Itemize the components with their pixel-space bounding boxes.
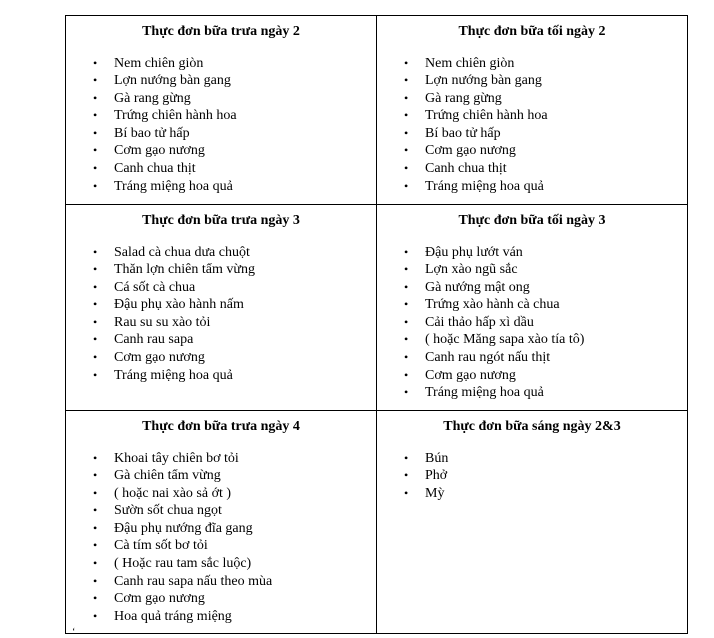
menu-item xyxy=(377,279,687,297)
menu-item-list xyxy=(66,450,376,626)
menu-item xyxy=(377,244,687,262)
menu-item xyxy=(66,261,376,279)
menu-item-label: Tráng miệng hoa quả xyxy=(114,178,233,194)
bullet-icon: • xyxy=(93,314,98,329)
bullet-icon: • xyxy=(93,178,98,193)
bullet-icon: • xyxy=(404,367,409,382)
menu-item-label: Bí bao tử hấp xyxy=(425,125,501,141)
menu-item xyxy=(66,573,376,591)
menu-item xyxy=(377,261,687,279)
bullet-icon: • xyxy=(93,520,98,535)
menu-item-label: Sườn sốt chua ngọt xyxy=(114,503,222,519)
menu-item xyxy=(66,485,376,503)
menu-title: Thực đơn bữa sáng ngày 2&3 xyxy=(443,419,621,434)
bullet-icon: • xyxy=(93,538,98,553)
bullet-icon: • xyxy=(404,125,409,140)
menu-item xyxy=(66,314,376,332)
bullet-icon: • xyxy=(93,297,98,312)
menu-item xyxy=(377,178,687,196)
menu-item-label: Cơm gạo nương xyxy=(114,350,205,366)
bullet-icon: • xyxy=(404,244,409,259)
menu-item xyxy=(66,107,376,125)
menu-item-label: Gà rang gừng xyxy=(114,90,191,106)
menu-title: Thực đơn bữa trưa ngày 4 xyxy=(142,419,300,434)
bullet-icon: • xyxy=(404,485,409,500)
bullet-icon: • xyxy=(404,262,409,277)
menu-item xyxy=(377,331,687,349)
menu-item-label: Gà nướng mật ong xyxy=(425,279,530,295)
menu-item-label: Phở xyxy=(425,468,448,484)
menu-item xyxy=(66,467,376,485)
bullet-icon: • xyxy=(404,279,409,294)
menu-cell-lunch-day-2 xyxy=(66,16,377,205)
menu-cell-lunch-day-3 xyxy=(66,205,377,411)
menu-cell-breakfast-day-2-3 xyxy=(377,411,688,634)
menu-item xyxy=(66,502,376,520)
menu-item-label: Cơm gạo nương xyxy=(425,143,516,159)
bullet-icon: • xyxy=(93,55,98,70)
bullet-icon: • xyxy=(93,143,98,158)
menu-item xyxy=(377,90,687,108)
menu-item-label: Đậu phụ lướt ván xyxy=(425,244,523,260)
menu-item-label: Trứng chiên hành hoa xyxy=(114,108,237,124)
bullet-icon: • xyxy=(404,178,409,193)
menu-title: Thực đơn bữa trưa ngày 3 xyxy=(142,213,300,228)
menu-item xyxy=(66,142,376,160)
bullet-icon: • xyxy=(93,367,98,382)
menu-title: Thực đơn bữa trưa ngày 2 xyxy=(142,24,300,39)
menu-item-label: Cá sốt cà chua xyxy=(114,279,196,295)
menu-item xyxy=(66,178,376,196)
menu-title: Thực đơn bữa tối ngày 2 xyxy=(458,24,606,39)
menu-item xyxy=(377,142,687,160)
menu-item xyxy=(377,296,687,314)
bullet-icon: • xyxy=(404,90,409,105)
menu-item-list xyxy=(66,55,376,196)
menu-item-label: Lợn nướng bàn gang xyxy=(114,73,231,89)
menu-item xyxy=(377,160,687,178)
menu-item xyxy=(377,467,687,485)
bullet-icon: • xyxy=(404,350,409,365)
menu-item-label: Cơm gạo nương xyxy=(114,591,205,607)
menu-item xyxy=(66,72,376,90)
menu-item xyxy=(66,537,376,555)
menu-item xyxy=(377,450,687,468)
menu-item-label: Tráng miệng hoa quả xyxy=(425,385,544,401)
menu-item xyxy=(377,314,687,332)
bullet-icon: • xyxy=(404,314,409,329)
menu-item-label: Cơm gạo nương xyxy=(114,143,205,159)
menu-item-label: Cơm gạo nương xyxy=(425,367,516,383)
menu-item-label: Canh rau sapa xyxy=(114,332,194,348)
menu-cell-lunch-day-4 xyxy=(66,411,377,634)
menu-item-label: Canh chua thịt xyxy=(425,161,507,177)
menu-item-label: ( Hoặc rau tam sắc luộc) xyxy=(114,556,252,572)
menu-item-label: Canh rau sapa nấu theo mùa xyxy=(114,573,273,589)
bullet-icon: • xyxy=(93,244,98,259)
bullet-icon: • xyxy=(404,385,409,400)
menu-item-label: Nem chiên giòn xyxy=(425,55,515,71)
bullet-icon: • xyxy=(404,332,409,347)
menu-item-label: Trứng chiên hành hoa xyxy=(425,108,548,124)
bullet-icon: • xyxy=(93,350,98,365)
menu-item-label: Hoa quả tráng miệng xyxy=(114,608,232,624)
menu-item-list xyxy=(66,244,376,385)
menu-cell-dinner-day-3 xyxy=(377,205,688,411)
menu-item-label: Thăn lợn chiên tẩm vừng xyxy=(114,262,255,278)
menu-title: Thực đơn bữa tối ngày 3 xyxy=(458,213,606,228)
menu-item-label: Trứng xào hành cà chua xyxy=(425,297,560,313)
menu-row xyxy=(66,411,688,634)
bullet-icon: • xyxy=(404,55,409,70)
bullet-icon: • xyxy=(93,556,98,571)
menu-item xyxy=(66,608,376,626)
menu-item xyxy=(377,367,687,385)
bullet-icon: • xyxy=(93,332,98,347)
menu-item xyxy=(66,279,376,297)
bullet-icon: • xyxy=(404,108,409,123)
menu-item xyxy=(66,349,376,367)
menu-item-label: Tráng miệng hoa quả xyxy=(425,178,544,194)
menu-item xyxy=(66,160,376,178)
bullet-icon: • xyxy=(93,73,98,88)
menu-item xyxy=(66,244,376,262)
menu-item xyxy=(377,384,687,402)
menu-row xyxy=(66,16,688,205)
bullet-icon: • xyxy=(93,608,98,623)
menu-item-label: Khoai tây chiên bơ tỏi xyxy=(114,450,239,466)
bullet-icon: • xyxy=(93,450,98,465)
menu-item-label: Cải thảo hấp xì dầu xyxy=(425,314,534,330)
bullet-icon: • xyxy=(404,297,409,312)
menu-item xyxy=(66,450,376,468)
menu-item-label: Rau su su xào tỏi xyxy=(114,314,211,330)
bullet-icon: • xyxy=(93,108,98,123)
menu-item-list xyxy=(377,244,687,402)
menu-item xyxy=(66,555,376,573)
bullet-icon: • xyxy=(404,73,409,88)
menu-item-label: Cà tím sốt bơ tỏi xyxy=(114,538,208,554)
menu-item-list xyxy=(377,55,687,196)
menu-item-label: Bún xyxy=(425,450,449,466)
menu-item xyxy=(377,125,687,143)
bullet-icon: • xyxy=(404,468,409,483)
menu-item-label: Gà rang gừng xyxy=(425,90,502,106)
menu-item-list xyxy=(377,450,687,503)
menu-item-label: Mỳ xyxy=(425,485,445,501)
menu-item-label: Gà chiên tẩm vừng xyxy=(114,468,221,484)
bottom-mark: ʻ xyxy=(72,627,76,638)
bullet-icon: • xyxy=(93,90,98,105)
menu-item-label: Đậu phụ nướng đĩa gang xyxy=(114,520,253,536)
menu-item-label: ( hoặc Măng sapa xào tía tô) xyxy=(425,332,585,348)
menu-item xyxy=(377,55,687,73)
menu-item-label: Tráng miệng hoa quả xyxy=(114,367,233,383)
menu-item xyxy=(66,125,376,143)
menu-item-label: Canh rau ngót nấu thịt xyxy=(425,350,551,366)
menu-item-label: Đậu phụ xào hành nấm xyxy=(114,297,244,313)
menu-item xyxy=(66,90,376,108)
menu-item-label: Bí bao tử hấp xyxy=(114,125,190,141)
bullet-icon: • xyxy=(93,485,98,500)
bullet-icon: • xyxy=(404,143,409,158)
bullet-icon: • xyxy=(93,468,98,483)
menu-item xyxy=(377,107,687,125)
menu-item-label: Salad cà chua dưa chuột xyxy=(114,244,250,260)
menu-item xyxy=(66,590,376,608)
menu-item-label: Nem chiên giòn xyxy=(114,55,204,71)
bullet-icon: • xyxy=(93,279,98,294)
menu-item xyxy=(66,520,376,538)
bullet-icon: • xyxy=(93,125,98,140)
menu-item xyxy=(377,72,687,90)
menu-item xyxy=(377,485,687,503)
menu-item xyxy=(66,296,376,314)
bullet-icon: • xyxy=(93,573,98,588)
menu-item xyxy=(66,367,376,385)
menu-item-label: Canh chua thịt xyxy=(114,161,196,177)
menu-row xyxy=(66,205,688,411)
bullet-icon: • xyxy=(93,503,98,518)
menu-item xyxy=(66,331,376,349)
menu-item-label: Lợn xào ngũ sắc xyxy=(425,262,518,278)
bullet-icon: • xyxy=(93,591,98,606)
menu-item xyxy=(377,349,687,367)
menu-cell-dinner-day-2 xyxy=(377,16,688,205)
menu-item-label: ( hoặc nai xào sả ớt ) xyxy=(114,485,232,501)
menu-table xyxy=(65,15,688,634)
bullet-icon: • xyxy=(93,262,98,277)
bullet-icon: • xyxy=(404,450,409,465)
menu-item xyxy=(66,55,376,73)
bullet-icon: • xyxy=(93,161,98,176)
bullet-icon: • xyxy=(404,161,409,176)
menu-item-label: Lợn nướng bàn gang xyxy=(425,73,542,89)
